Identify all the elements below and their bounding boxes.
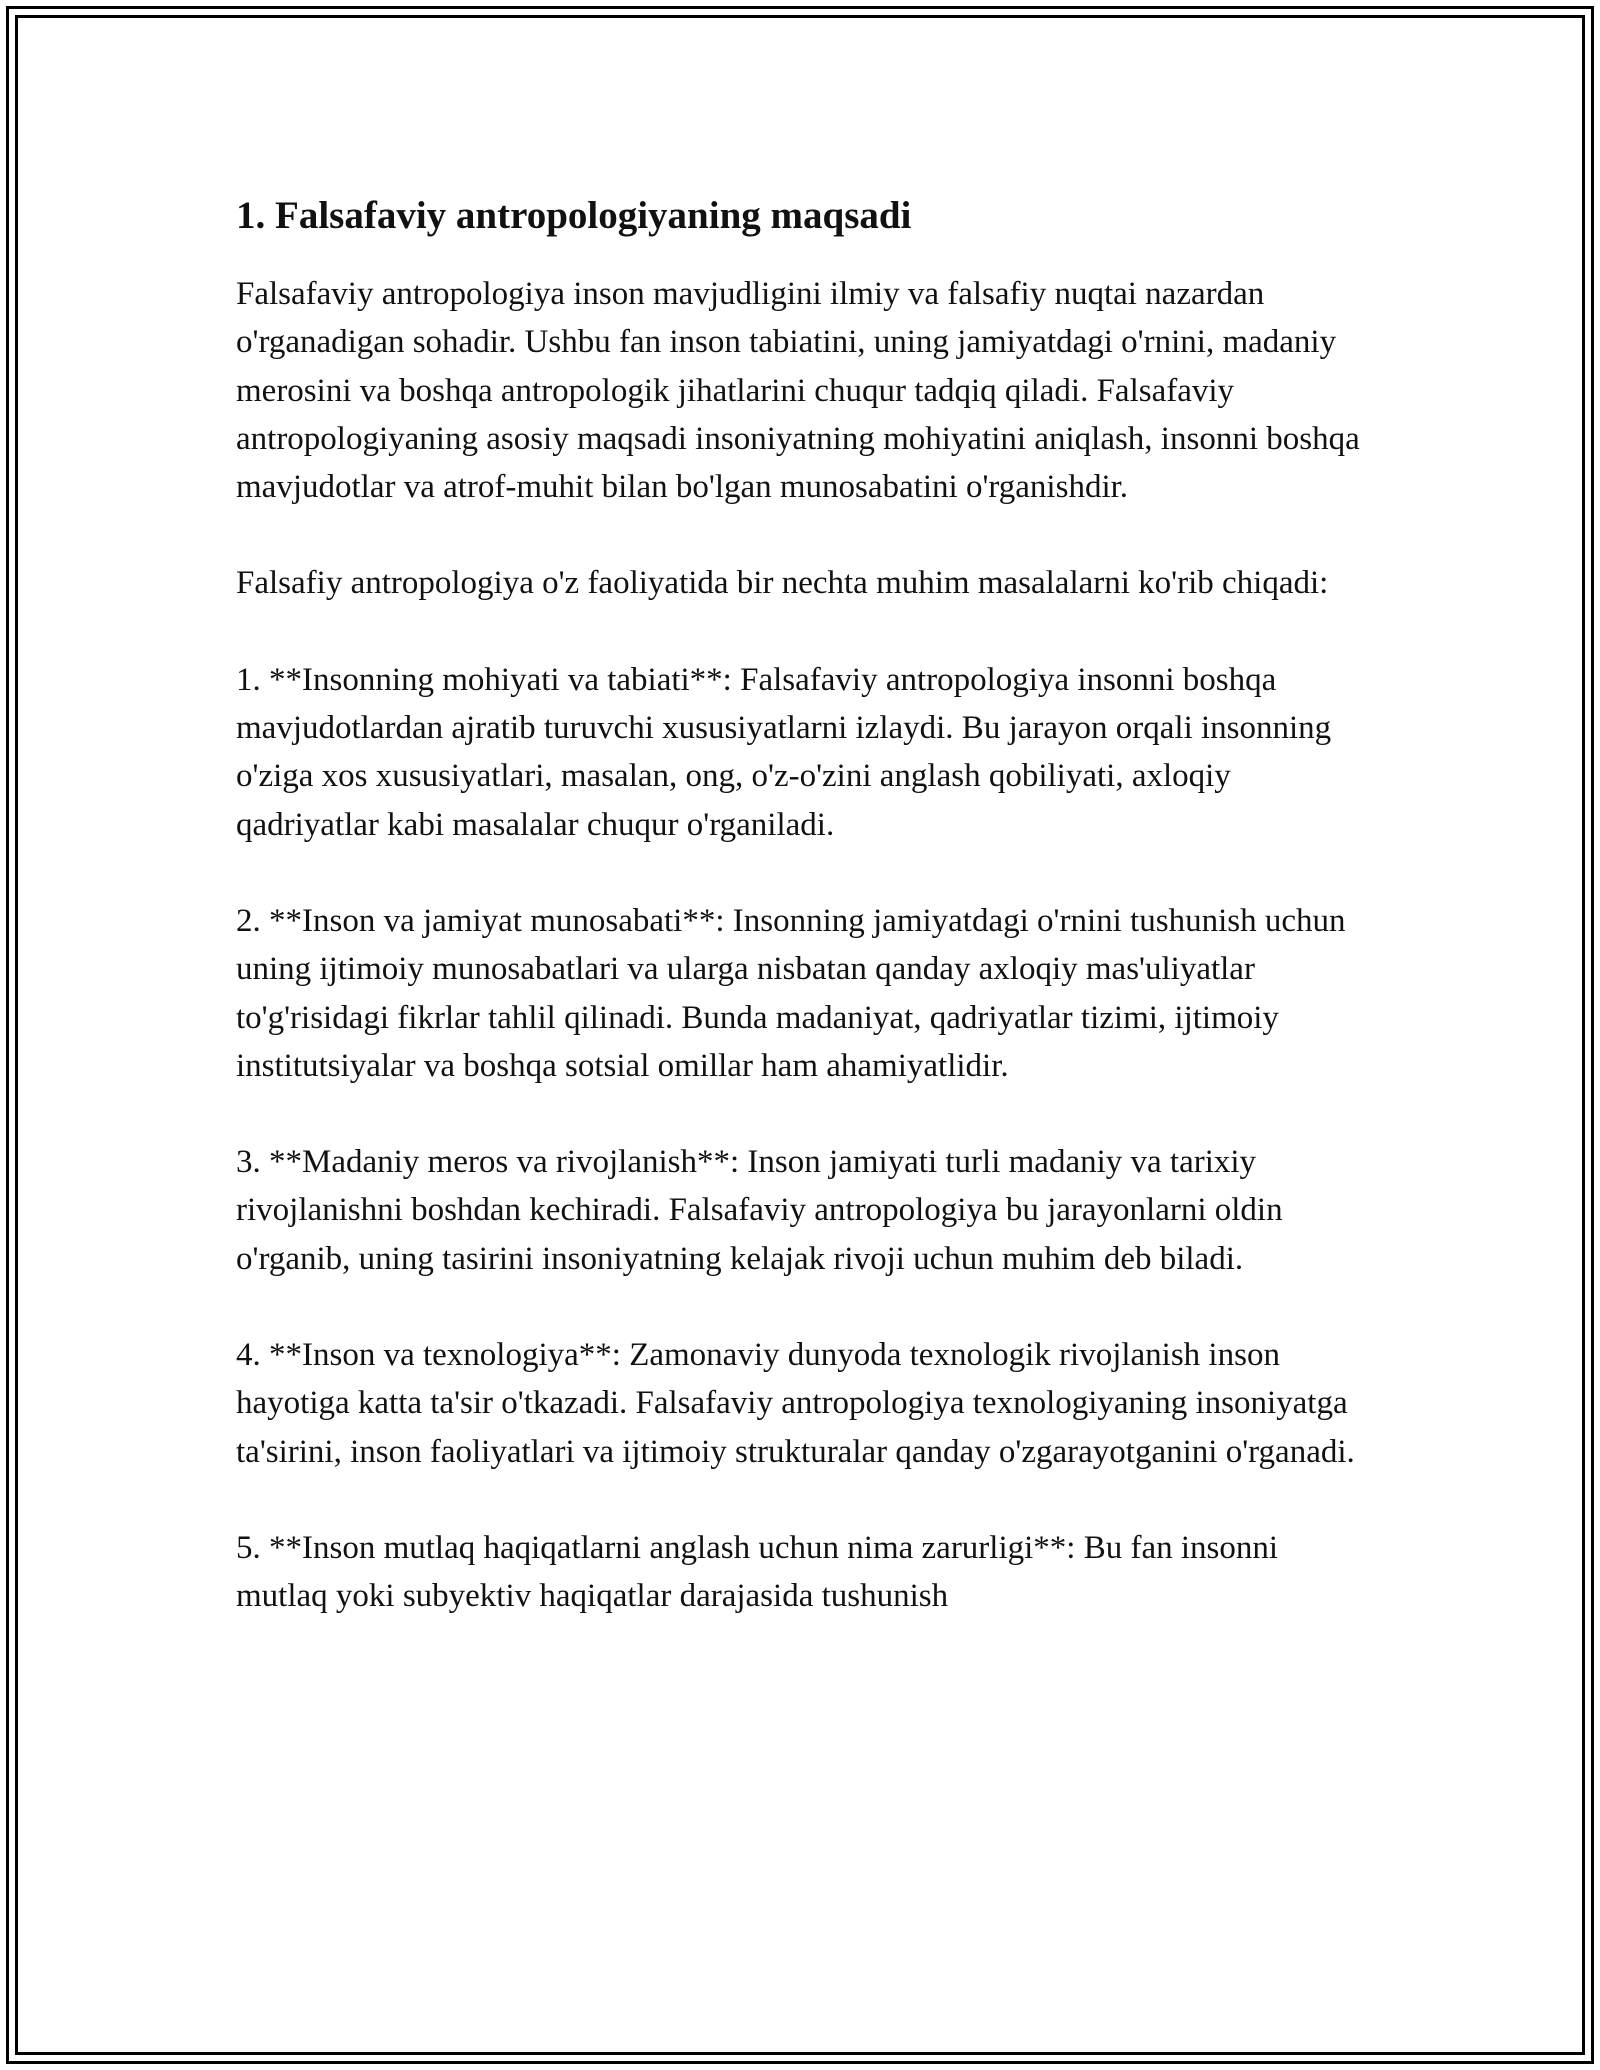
- list-item-essence: 1. **Insonning mohiyati va tabiati**: Falsafaviy antropologiya insonni boshqa mavjudotlardan ajratib turuvchi xususiyatlarni izlaydi. Bu jarayon orqali insonning o'ziga xos xususiyatlari, masalan, ong, o'z-o'zini anglash qobiliyati, axloqiy qadriyatlar kabi masalalar chuqur o'rganiladi.: [236, 661, 1332, 843]
- document-title: 1. Falsafaviy antropologiyaning maqsadi: [236, 194, 912, 237]
- intro-paragraph: Falsafaviy antropologiya inson mavjudligini ilmiy va falsafiy nuqtai nazardan o'rganadigan sohadir. Ushbu fan inson tabiatini, uning jamiyatdagi o'rnini, madaniy merosini va boshqa antropologik jihatlarini chuqur tadqiq qiladi. Falsafaviy antropologiyaning asosiy maqsadi insoniyatning mohiyatini aniqlash, insonni boshqa mavjudotlar va atrof-muhit bilan bo'lgan munosabatini o'rganishdir.: [236, 276, 1360, 506]
- document-body: [236, 186, 1366, 1621]
- list-item-technology: 4. **Inson va texnologiya**: Zamonaviy dunyoda texnologik rivojlanish inson hayotiga katta ta'sir o'tkazadi. Falsafaviy antropologiya texnologiyaning insoniyatga ta'sirini, inson faoliyatlari va ijtimoiy strukturalar qanday o'zgarayotganini o'rganadi.: [236, 1337, 1355, 1470]
- list-item-society: 2. **Inson va jamiyat munosabati**: Insonning jamiyatdagi o'rnini tushunish uchun uning ijtimoiy munosabatlari va ularga nisbatan qanday axloqiy mas'uliyatlar to'g'risidagi fikrlar tahlil qilinadi. Bunda madaniyat, qadriyatlar tizimi, ijtimoiy institutsiyalar va boshqa sotsial omillar ham ahamiyatlidir.: [236, 902, 1346, 1084]
- issues-lead-paragraph: Falsafiy antropologiya o'z faoliyatida bir nechta muhim masalalarni ko'rib chiqadi:: [236, 565, 1329, 602]
- list-item-heritage: 3. **Madaniy meros va rivojlanish**: Inson jamiyati turli madaniy va tarixiy rivojlanishni boshdan kechiradi. Falsafaviy antropologiya bu jarayonlarni oldin o'rganib, uning tasirini insoniyatning kelajak rivoji uchun muhim deb biladi.: [236, 1144, 1283, 1277]
- list-item-absolute-truths: 5. **Inson mutlaq haqiqatlarni anglash uchun nima zarurligi**: Bu fan insonni mutlaq yoki subyektiv haqiqatlar darajasida tushunish: [236, 1529, 1279, 1615]
